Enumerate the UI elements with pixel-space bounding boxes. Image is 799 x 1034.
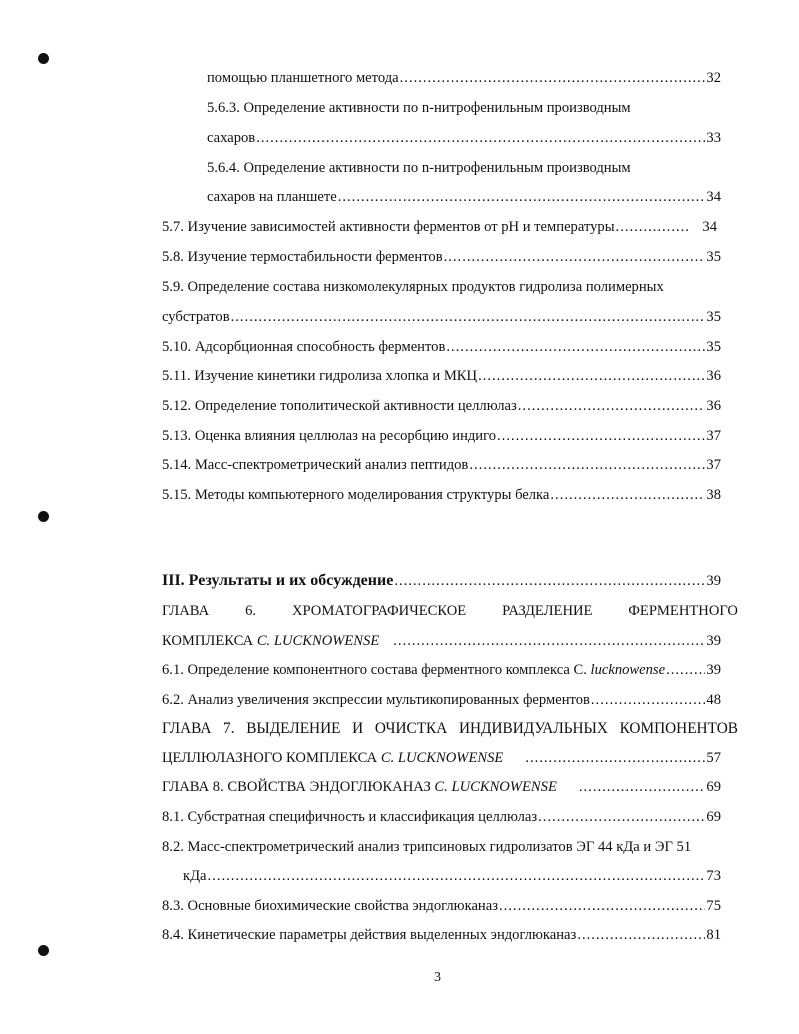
toc-entry-line: 5.6.3. Определение активности по n-нитрофенильным производным bbox=[207, 100, 631, 116]
toc-section-heading bbox=[162, 572, 721, 590]
toc-entry bbox=[183, 867, 721, 885]
page-number: 3 bbox=[434, 970, 441, 985]
toc-entry bbox=[162, 427, 721, 445]
toc-entry-title: 5.8. Изучение термостабильности ферментов bbox=[162, 249, 443, 265]
toc-page: 39 bbox=[706, 662, 721, 678]
toc-entry bbox=[162, 749, 721, 767]
toc-entry-line: 8.2. Масс-спектрометрический анализ трипсиновых гидролизатов ЭГ 44 кДа и ЭГ 51 bbox=[162, 839, 692, 855]
toc-leader bbox=[478, 367, 705, 385]
word: ГЛАВА bbox=[162, 603, 210, 619]
toc-leader bbox=[550, 486, 705, 504]
toc-page: 34 bbox=[706, 189, 721, 205]
title-part: ЦЕЛЛЮЛАЗНОГО КОМПЛЕКСА bbox=[162, 750, 381, 766]
toc-page: 69 bbox=[706, 809, 721, 825]
title-part-italic: C. LUCKNOWENSE bbox=[434, 779, 557, 795]
word: 6. bbox=[245, 603, 257, 619]
toc-entry bbox=[162, 926, 721, 944]
toc-page: 35 bbox=[706, 339, 721, 355]
toc-leader bbox=[497, 427, 705, 445]
toc-page: 73 bbox=[706, 868, 721, 884]
toc-entry-title: III. Результаты и их обсуждение bbox=[162, 572, 394, 589]
toc-entry-line: 5.9. Определение состава низкомолекулярных продуктов гидролиза полимерных bbox=[162, 279, 664, 295]
toc-entry bbox=[162, 218, 717, 236]
binder-hole-middle bbox=[38, 511, 49, 522]
toc-leader bbox=[499, 897, 705, 915]
toc-entry-title: 8.3. Основные биохимические свойства эндоглюканаз bbox=[162, 898, 498, 914]
binder-hole-top bbox=[38, 53, 49, 64]
toc-page: 81 bbox=[706, 927, 721, 943]
toc-entry bbox=[162, 691, 721, 709]
toc-entry bbox=[162, 897, 721, 915]
title-part-italic: lucknowense bbox=[590, 662, 666, 678]
toc-entry-title: 5.13. Оценка влияния целлюлаз на ресорбцию индиго bbox=[162, 428, 497, 444]
toc-entry-title: 5.11. Изучение кинетики гидролиза хлопка и МКЦ bbox=[162, 368, 478, 384]
toc-entry bbox=[162, 661, 721, 679]
toc-entry bbox=[207, 129, 721, 147]
toc-entry-title: сахаров bbox=[207, 130, 256, 146]
toc-entry bbox=[162, 338, 721, 356]
toc-leader bbox=[446, 338, 705, 356]
word: ХРОМАТОГРАФИЧЕСКОЕ bbox=[291, 603, 467, 619]
toc-entry bbox=[207, 69, 721, 87]
toc-leader bbox=[231, 308, 706, 326]
toc-page: 36 bbox=[706, 368, 721, 384]
toc-entry-title: сахаров на планшете bbox=[207, 189, 337, 205]
title-part-italic: C. LUCKNOWENSE bbox=[256, 633, 380, 649]
toc-entry-title: 6.2. Анализ увеличения экспрессии мультикопированных ферментов bbox=[162, 692, 590, 708]
toc-page: 38 bbox=[706, 487, 721, 503]
toc-page: 37 bbox=[706, 457, 721, 473]
toc-entry-title bbox=[162, 778, 557, 796]
toc-entry bbox=[162, 456, 721, 474]
toc-entry-title: 8.1. Субстратная специфичность и классификация целлюлаз bbox=[162, 809, 538, 825]
toc-page: 39 bbox=[706, 633, 721, 649]
word: ФЕРМЕНТНОГО bbox=[628, 603, 738, 619]
toc-leader bbox=[400, 69, 706, 87]
toc-entry-title bbox=[162, 749, 503, 767]
toc-entry bbox=[162, 808, 721, 826]
toc-leader bbox=[538, 808, 705, 826]
toc-leader bbox=[579, 778, 706, 796]
toc-leader bbox=[256, 129, 705, 147]
toc-leader bbox=[208, 867, 706, 885]
toc-entry-title: кДа bbox=[183, 868, 207, 884]
toc-leader bbox=[444, 248, 706, 266]
toc-entry-title bbox=[162, 632, 379, 650]
toc-page: 32 bbox=[706, 70, 721, 86]
toc-chapter-line bbox=[162, 602, 738, 620]
toc-entry bbox=[162, 486, 721, 504]
toc-entry-line: 5.6.4. Определение активности по n-нитрофенильным производным bbox=[207, 160, 631, 176]
toc-chapter-line: ГЛАВА 7. ВЫДЕЛЕНИЕ И ОЧИСТКА ИНДИВИДУАЛЬНЫХ КОМПОНЕНТОВ bbox=[162, 720, 738, 737]
toc-entry bbox=[162, 248, 721, 266]
toc-leader bbox=[577, 926, 705, 944]
toc-page: 37 bbox=[706, 428, 721, 444]
toc-leader bbox=[394, 572, 705, 590]
toc-entry-title bbox=[162, 661, 665, 679]
toc-page: 75 bbox=[706, 898, 721, 914]
toc-leader bbox=[469, 456, 705, 474]
toc-page: 69 bbox=[706, 779, 721, 795]
toc-page: 35 bbox=[706, 249, 721, 265]
toc-leader bbox=[525, 749, 705, 767]
binder-hole-bottom bbox=[38, 945, 49, 956]
toc-page: 39 bbox=[706, 573, 721, 589]
toc-leader bbox=[338, 188, 706, 206]
toc-entry bbox=[162, 367, 721, 385]
toc-page: 57 bbox=[706, 750, 721, 766]
word: РАЗДЕЛЕНИЕ bbox=[502, 603, 593, 619]
toc-entry-title: 5.12. Определение тополитической активности целлюлаз bbox=[162, 398, 517, 414]
title-part-italic: C. LUCKNOWENSE bbox=[380, 750, 504, 766]
toc-entry-title: помощью планшетного метода bbox=[207, 70, 399, 86]
toc-leader bbox=[666, 661, 705, 679]
toc-entry bbox=[162, 778, 721, 796]
toc-leader bbox=[616, 218, 689, 236]
title-part: 6.1. Определение компонентного состава ферментного комплекса C. bbox=[162, 662, 591, 678]
toc-leader bbox=[591, 691, 706, 709]
toc-page: 36 bbox=[706, 398, 721, 414]
toc-leader bbox=[518, 397, 706, 415]
toc-entry bbox=[162, 397, 721, 415]
title-part: ГЛАВА 8. СВОЙСТВА ЭНДОГЛЮКАНАЗ bbox=[162, 779, 435, 795]
toc-entry-title: 5.7. Изучение зависимостей активности ферментов от pH и температуры bbox=[162, 219, 615, 235]
toc-entry bbox=[207, 188, 721, 206]
toc-page: 35 bbox=[706, 309, 721, 325]
toc-page: 34 bbox=[702, 219, 717, 235]
toc-entry-title: 5.15. Методы компьютерного моделирования структуры белка bbox=[162, 487, 550, 503]
toc-entry bbox=[162, 632, 721, 650]
title-part: КОМПЛЕКСА bbox=[162, 633, 257, 649]
toc-entry-title: 5.10. Адсорбционная способность ферментов bbox=[162, 339, 446, 355]
toc-entry-title: субстратов bbox=[162, 309, 230, 325]
toc-page: 33 bbox=[706, 130, 721, 146]
toc-entry bbox=[162, 308, 721, 326]
toc-entry-title: 5.14. Масс-спектрометрический анализ пептидов bbox=[162, 457, 469, 473]
toc-entry-title: 8.4. Кинетические параметры действия выделенных эндоглюканаз bbox=[162, 927, 577, 943]
toc-page: 48 bbox=[706, 692, 721, 708]
toc-leader bbox=[393, 632, 705, 650]
